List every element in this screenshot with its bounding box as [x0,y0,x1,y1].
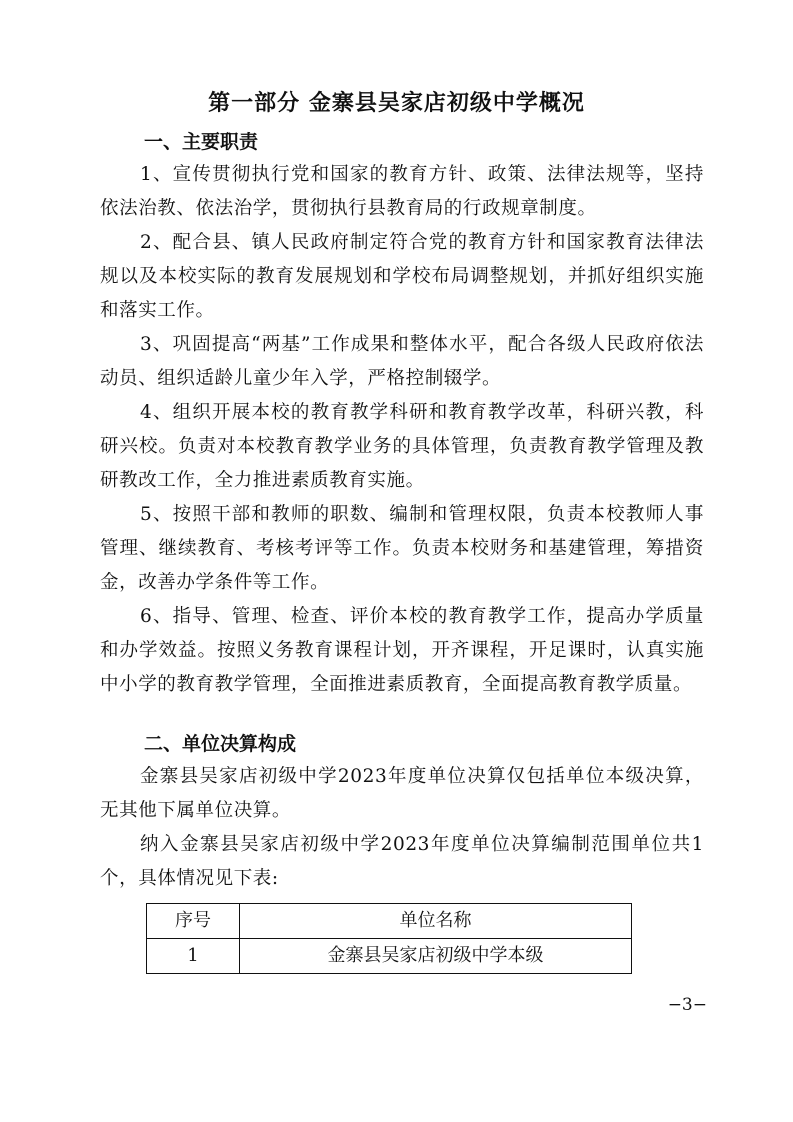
cell-unit-name: 金寨县吴家店初级中学本级 [240,939,632,974]
section-heading-main-duties: 一、主要职责 [144,131,259,153]
cell-serial: 1 [147,939,240,974]
duty-paragraph-4: 4、组织开展本校的教育教学科研和教育教学改革，科研兴教，科研兴校。负责对本校教育教学业务的具体管理，负责教育教学管理及教研教改工作，全力推进素质教育实施。 [100,402,704,491]
duty-paragraph-2: 2、配合县、镇人民政府制定符合党的教育方针和国家教育法律法规以及本校实际的教育发展规划和学校布局调整规划，并抓好组织实施和落实工作。 [100,232,704,321]
duty-paragraph-1: 1、宣传贯彻执行党和国家的教育方针、政策、法律法规等，坚持依法治教、依法治学，贯彻执行县教育局的行政规章制度。 [100,164,704,219]
table-row [147,939,632,974]
duty-paragraph-3: 3、巩固提高“两基”工作成果和整体水平，配合各级人民政府依法动员、组织适龄儿童少年入学，严格控制辍学。 [100,334,704,389]
page-title: 第一部分 金寨县吴家店初级中学概况 [208,90,585,116]
composition-paragraph-1: 金寨县吴家店初级中学2023年度单位决算仅包括单位本级决算，无其他下属单位决算。 [100,766,704,821]
column-header-serial: 序号 [147,904,240,939]
unit-table [146,903,632,974]
duty-paragraph-5: 5、按照干部和教师的职数、编制和管理权限，负责本校教师人事管理、继续教育、考核考评等工作。负责本校财务和基建管理，筹措资金，改善办学条件等工作。 [100,504,704,593]
page-number: −3− [667,995,707,1015]
table-header-row [147,904,632,939]
duty-paragraph-6: 6、指导、管理、检查、评价本校的教育教学工作，提高办学质量和办学效益。按照义务教育课程计划，开齐课程，开足课时，认真实施中小学的教育教学管理，全面推进素质教育，全面提高教育教学质量。 [100,606,704,695]
composition-paragraph-2: 纳入金寨县吴家店初级中学2023年度单位决算编制范围单位共1个，具体情况见下表: [100,834,704,889]
column-header-unit-name: 单位名称 [240,904,632,939]
section-heading-unit-composition: 二、单位决算构成 [144,733,297,755]
